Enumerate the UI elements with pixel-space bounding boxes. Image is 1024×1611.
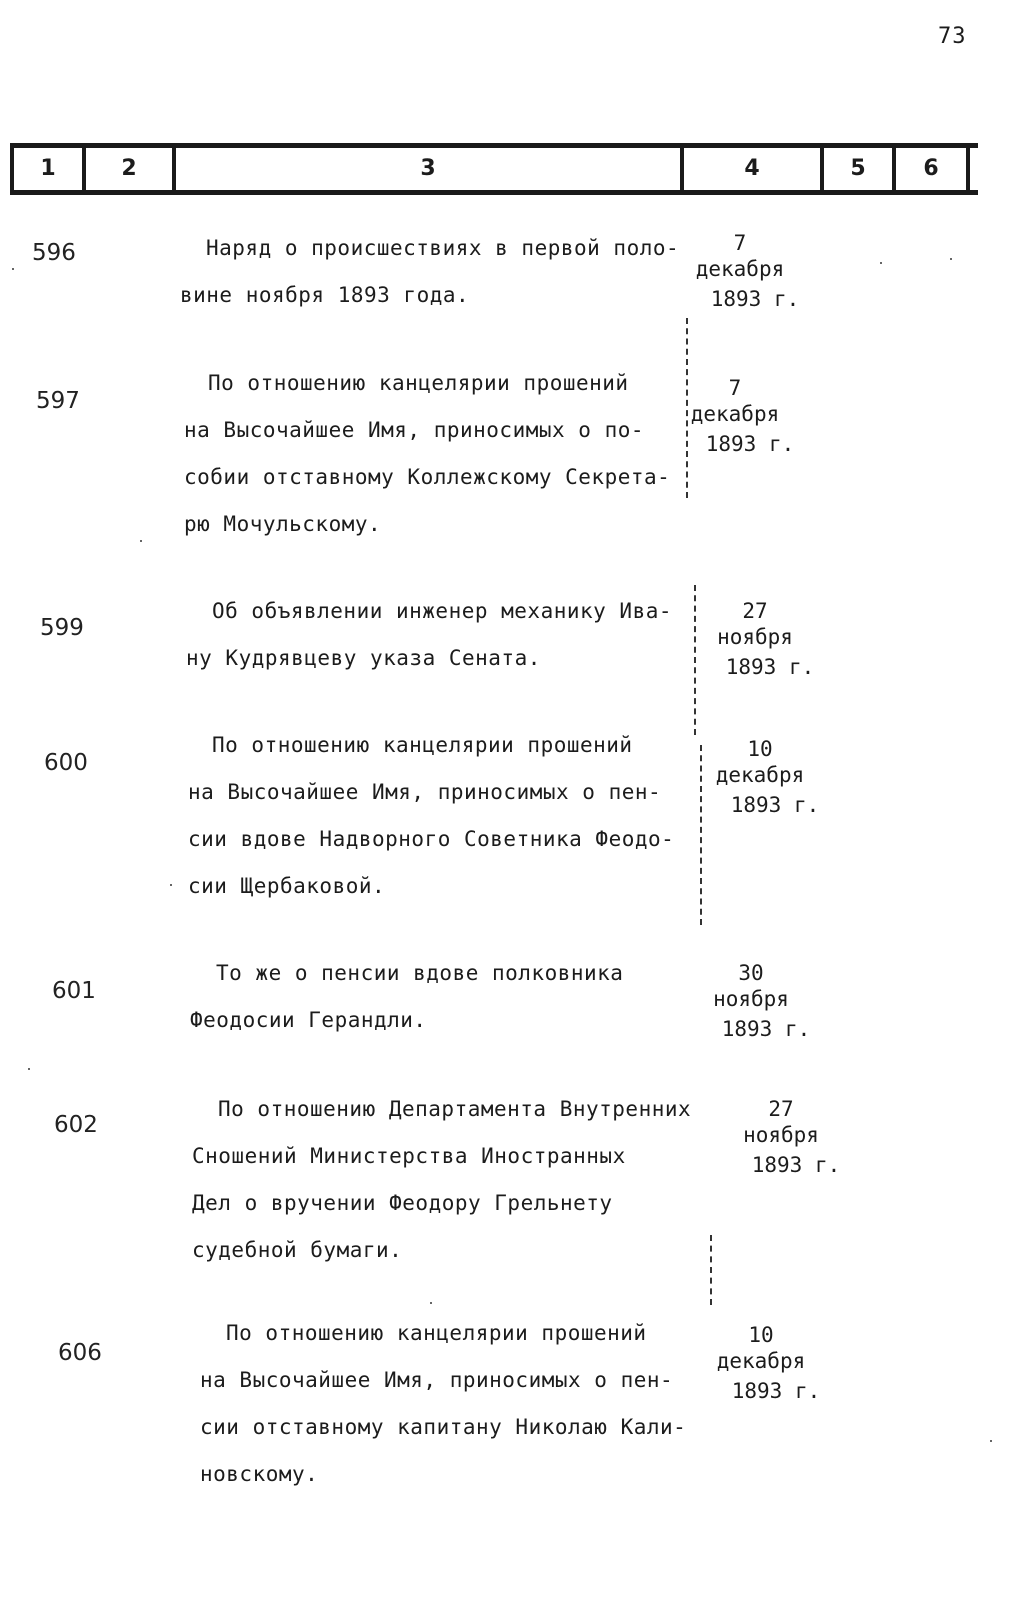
entry-description: По отношению канцелярии прошений на Высочайшее Имя, приносимых о пен- сии отставному капитану Николаю Кали- новскому. [200, 1321, 687, 1486]
entry-date: 7 декабря 1893 г. [690, 376, 795, 456]
table-header [10, 143, 978, 195]
entry-description: То же о пенсии вдове полковника Феодосии Герандли. [190, 961, 624, 1032]
entry-number: 606 [58, 1340, 102, 1366]
column-header-3: 3 [172, 148, 680, 190]
page-number: 73 [938, 24, 967, 49]
column-header-4: 4 [680, 148, 820, 190]
entry-date: 10 декабря 1893 г. [715, 737, 820, 817]
entry-description: Об объявлении инженер механику Ива- ну Кудрявцеву указа Сената. [186, 599, 673, 670]
scan-speck [28, 1068, 30, 1070]
entry-number: 600 [44, 750, 88, 776]
column-header-1: 1 [10, 148, 82, 190]
entry-number: 599 [40, 615, 84, 641]
entry-number: 602 [54, 1112, 98, 1138]
entry-description: По отношению Департамента Внутренних Сношений Министерства Иностранных Дел о вручении Феодору Грельнету судебной бумаги. [192, 1097, 692, 1262]
scan-speck [12, 268, 14, 270]
entry-number: 597 [36, 388, 80, 414]
scan-speck [140, 540, 142, 542]
entry-date: 27 ноября 1893 г. [743, 1097, 841, 1177]
entry-number: 596 [32, 240, 76, 266]
entry-date: 7 декабря 1893 г. [695, 231, 800, 311]
column-divider [710, 1235, 712, 1305]
column-header-2: 2 [82, 148, 172, 190]
scan-speck [950, 258, 952, 260]
scan-speck [990, 1440, 992, 1442]
entry-description: По отношению канцелярии прошений на Высочайшее Имя, приносимых о пен- сии вдове Надворного Советника Феодо- сии Щербаковой. [188, 733, 675, 898]
scan-speck [170, 884, 172, 886]
entry-date: 30 ноября 1893 г. [713, 961, 811, 1041]
entry-date: 27 ноября 1893 г. [717, 599, 815, 679]
column-header-6: 6 [892, 148, 970, 190]
column-header-5: 5 [820, 148, 892, 190]
scan-speck [880, 262, 882, 264]
entry-description: По отношению канцелярии прошений на Высочайшее Имя, приносимых о по- собии отставному Коллежскому Секрета- рю Мочульскому. [184, 371, 671, 536]
scan-speck [430, 1302, 432, 1304]
entry-number: 601 [52, 978, 96, 1004]
entry-description: Наряд о происшествиях в первой поло- вине ноября 1893 года. [180, 236, 680, 307]
entry-date: 10 декабря 1893 г. [716, 1323, 821, 1403]
